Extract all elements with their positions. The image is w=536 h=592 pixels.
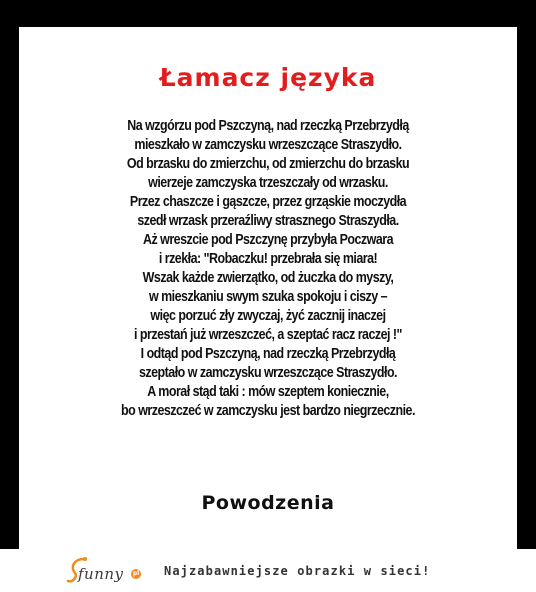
poem-line: Wszak każde zwierzątko, od żuczka do myszy,	[142, 270, 394, 286]
poem-line: i przestań już wrzeszczeć, a szeptać racz raczej !"	[134, 327, 402, 343]
poem-text	[19, 117, 517, 421]
poem-line: A morał stąd taki : mów szeptem koniecznie,	[147, 384, 389, 400]
tagline: Najzabawniejsze obrazki w sieci!	[164, 564, 431, 578]
poem-line: więc porzuć zły zwyczaj, żyć zacznij inaczej	[150, 308, 386, 324]
page-title: Łamacz języka	[159, 63, 377, 92]
poem-line: Od brzasku do zmierzchu, od zmierzchu do brzasku	[126, 156, 410, 172]
logo-badge: pl	[132, 570, 140, 577]
poem-line: I odtąd pod Pszczyną, nad rzeczką Przebrzydłą	[140, 346, 396, 362]
closing-text: Powodzenia	[201, 492, 335, 514]
logo-text: funny	[78, 565, 124, 583]
poem-line: wierzeje zamczyska trzeszczały od wrzasku.	[148, 175, 388, 191]
content-card	[19, 27, 517, 549]
poem-line: szedł wrzask przeraźliwy strasznego Straszydła.	[137, 213, 399, 229]
poem-line: Przez chaszcze i gąszcze, przez grząskie moczydła	[129, 194, 407, 210]
poem-line: w mieszkaniu swym szuka spokoju i ciszy –	[148, 289, 388, 305]
footer-bar	[0, 549, 536, 592]
poem-line: Aż wreszcie pod Pszczynę przybyła Poczwara	[142, 232, 393, 248]
poem-line: szeptało w zamczysku wrzeszczące Straszydło.	[139, 365, 397, 381]
poem-line: Na wzgórzu pod Pszczyną, nad rzeczką Przebrzydłą	[127, 118, 409, 134]
poem-line: mieszkało w zamczysku wrzeszczące Straszydło.	[134, 137, 402, 153]
site-logo[interactable]	[68, 553, 158, 589]
poem-line: bo wrzeszczeć w zamczysku jest bardzo niegrzecznie.	[121, 403, 415, 419]
poem-line: i rzekła: "Robaczku! przebrała się miara!	[158, 251, 378, 267]
